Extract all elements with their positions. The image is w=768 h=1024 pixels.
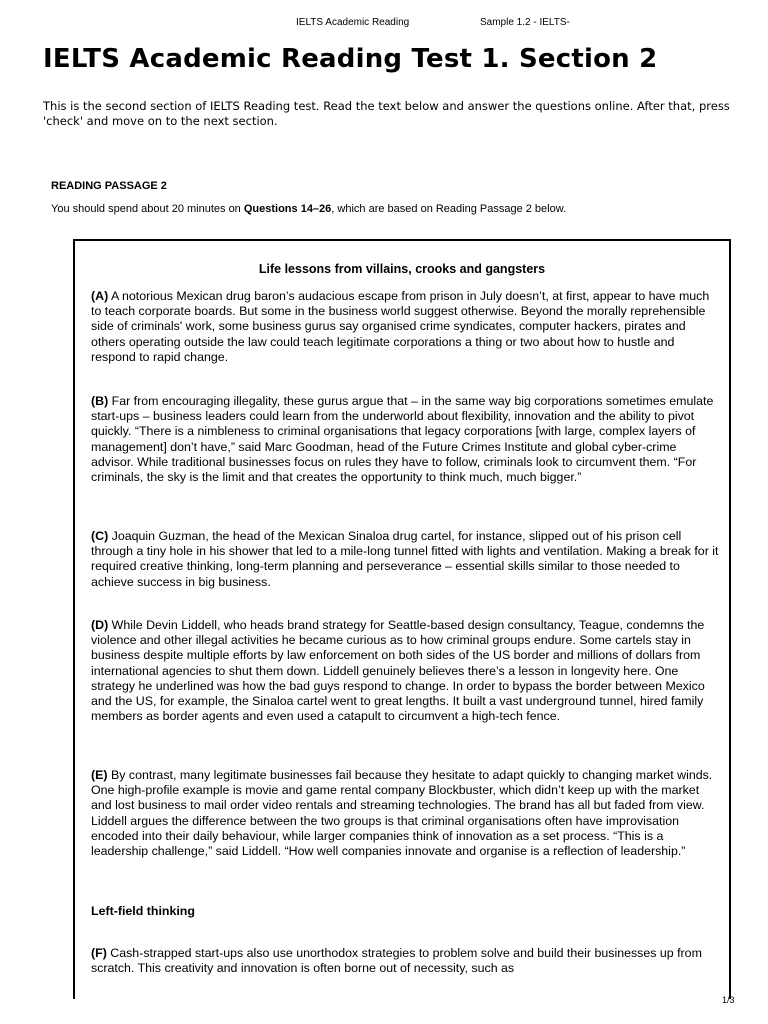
running-header	[0, 17, 768, 31]
paragraph-d-text: While Devin Liddell, who heads brand strategy for Seattle-based design consultancy, Teague, condemns the violence and other illegal activities he became curious as to how criminal groups endure. Some cartels stay in business despite multiple efforts by law enforcement on both sides of the US border and millions of dollars from international agencies to shut them down. Liddell genuinely believes there’s a lesson in longevity here. One strategy he underlined was how the bad guys respond to change. In order to bypass the border between Mexico and the US, for example, the Sinaloa cartel went to great lengths. It built a vast underground tunnel, hired family members as border agents and even used a catapult to circumvent a high-tech fence.	[91, 618, 705, 724]
passage-box	[73, 239, 731, 999]
paragraph-e	[91, 768, 719, 859]
paragraph-c-letter: (C)	[91, 529, 109, 543]
paragraph-c	[91, 529, 719, 590]
paragraph-a-text: A notorious Mexican drug baron’s audacious escape from prison in July doesn’t, at first, appear to have much to teach corporate boards. But some in the business world suggest otherwise. Beyond the morally reprehensible side of criminals' work, some business gurus say organised crime syndicates, computer hackers, pirates and others operating outside the law could teach legitimate corporations a thing or two about how to hustle and respond to rapid change.	[91, 289, 710, 364]
paragraph-a-letter: (A)	[91, 289, 109, 303]
paragraph-c-text: Joaquin Guzman, the head of the Mexican Sinaloa drug cartel, for instance, slipped out of his prison cell through a tiny hole in his shower that led to a mile-long tunnel fitted with lights and ventilation. Making a break for it required creative thinking, long-term planning and perseverance – essential skills similar to those needed to achieve success in big business.	[91, 529, 719, 589]
paragraph-b-text: Far from encouraging illegality, these gurus argue that – in the same way big corporations sometimes emulate start-ups – business leaders could learn from the underworld about flexibility, innovation and the ability to pivot quickly. “There is a nimbleness to criminal organisations that legacy corporations [with large, complex layers of management] don’t have,” said Marc Goodman, head of the Future Crimes Institute and global cyber-crime advisor. While traditional businesses focus on rules they have to follow, criminals look to circumvent them. “For criminals, the sky is the limit and that creates the opportunity to think much, much bigger.”	[91, 394, 714, 485]
instruction-after: , which are based on Reading Passage 2 below.	[331, 203, 567, 215]
passage-title: Life lessons from villains, crooks and gangsters	[258, 262, 546, 276]
paragraph-f	[91, 946, 719, 976]
paragraph-d-letter: (D)	[91, 618, 109, 632]
page-number: 1/3	[722, 995, 735, 1005]
intro-text: This is the second section of IELTS Reading test. Read the text below and answer the questions online. After that, press 'check' and move on to the next section.	[43, 99, 730, 128]
paragraph-d	[91, 618, 719, 724]
paragraph-e-letter: (E)	[91, 768, 108, 782]
header-sample-label: Sample 1.2 - IELTS-	[480, 17, 570, 28]
instruction-text	[51, 203, 566, 215]
instruction-questions: Questions 14–26	[243, 203, 332, 215]
paragraph-e-text: By contrast, many legitimate businesses fail because they hesitate to adapt quickly to changing market winds. One high-profile example is movie and game rental company Blockbuster, which didn’t keep up with the market and lost business to mail order video rentals and streaming technologies. The brand has all but faded from view. Liddell argues the difference between the two groups is that criminal organisations often have improvisation encoded into their daily behaviour, while larger companies think of innovation as a set process. “This is a leadership challenge,” said Liddell. “How well companies innovate and organise is a reflection of leadership.”	[91, 768, 713, 859]
passage-label: READING PASSAGE 2	[51, 180, 167, 192]
page-title: IELTS Academic Reading Test 1. Section 2	[43, 44, 658, 74]
paragraph-f-letter: (F)	[91, 946, 107, 960]
header-doc-title: IELTS Academic Reading	[296, 17, 410, 28]
instruction-before: You should spend about 20 minutes on	[51, 203, 244, 215]
paragraph-f-text: Cash-strapped start-ups also use unorthodox strategies to problem solve and build their businesses up from scratch. This creativity and innovation is often borne out of necessity, such as	[91, 946, 702, 976]
paragraph-b	[91, 394, 719, 485]
section-subheading: Left-field thinking	[91, 904, 195, 918]
paragraph-b-letter: (B)	[91, 394, 109, 408]
paragraph-a	[91, 289, 719, 365]
